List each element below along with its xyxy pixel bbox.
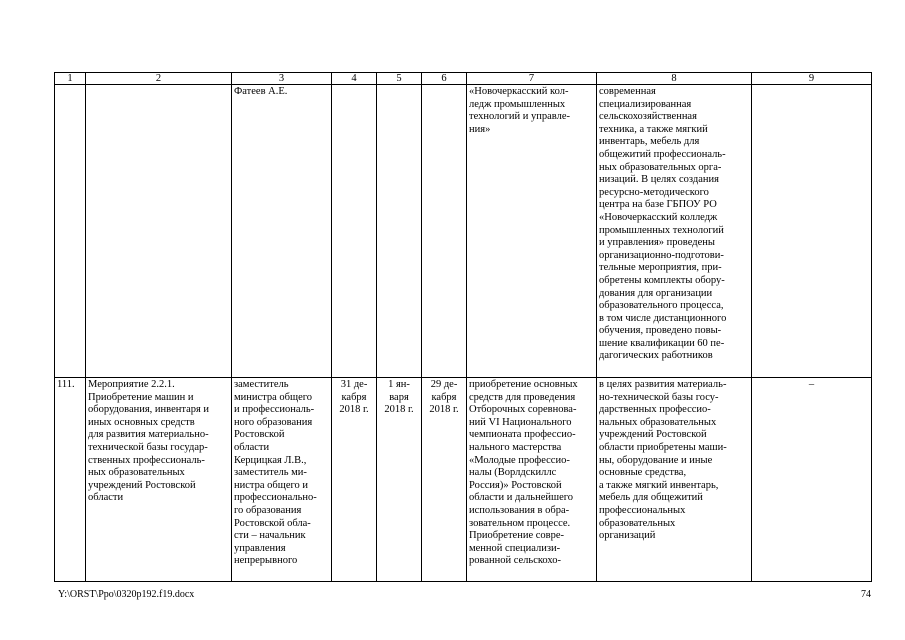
column-header: 3: [232, 73, 332, 85]
column-header: 9: [752, 73, 872, 85]
footer-file-path: Y:\ORST\Ppo\0320p192.f19.docx: [58, 589, 195, 600]
column-header: 6: [422, 73, 467, 85]
table-cell-actual-result: современная специализированная сельскохозяйственная техника, а также мягкий инвентарь, мебель для общежитий профессиональ- ных образовательных орга- низаций. В целях создания ресурсно-методического центра на базе ГБПОУ РО «Новочеркасский колледж промышленных технологий и управления» проведены организационно-подготови- тельные мероприятия, при- обретены комплекты обору- дования для организации образовательного процесса, в том числе дистанционного обучения, проведено повы- шение квалификации 60 пе- дагогических работников: [597, 85, 752, 378]
table-cell-result: приобретение основных средств для проведения Отборочных соревнова- ний VI Национального чемпионата профессио- нального мастерства «Молодые профессио- налы (Ворлдскиллс Россия)» Ростовской области и дальнейшего использования в обра- зовательном процессе. Приобретение совре- менной специализи- рованной сельскохо-: [467, 378, 597, 582]
column-header: 7: [467, 73, 597, 85]
table-cell-responsible: заместитель министра общего и профессиональ- ного образования Ростовской области Керцицкая Л.В., заместитель ми- нистра общего и профессионально- го образования Ростовской обла- сти – начальник управления непрерывного: [232, 378, 332, 582]
table-header-row: [55, 73, 872, 85]
column-header: 1: [55, 73, 86, 85]
table-cell-measure: Мероприятие 2.2.1. Приобретение машин и оборудования, инвентаря и иных основных средств для развития материально- технической базы государ- ственных профессиональ- ных образовательных учреждений Ростовской области: [86, 378, 232, 582]
table-cell-result: «Новочеркасский кол- ледж промышленных технологий и управле- ния»: [467, 85, 597, 378]
table-cell-start-date: 1 ян- варя 2018 г.: [377, 378, 422, 582]
table-cell: [55, 85, 86, 378]
table-cell: [422, 85, 467, 378]
table-cell-responsible: Фатеев А.Е.: [232, 85, 332, 378]
table-cell: [332, 85, 377, 378]
table-cell-end-date: 29 де- кабря 2018 г.: [422, 378, 467, 582]
column-header: 8: [597, 73, 752, 85]
table-cell: [752, 85, 872, 378]
table-row: [55, 378, 872, 582]
table-cell-actual-result: в целях развития материаль- но-технической базы госу- дарственных профессио- нальных образовательных учреждений Ростовской области приобретены маши- ны, оборудование и иные основные средства, а также мягкий инвентарь, мебель для общежитий профессиональных образовательных организаций: [597, 378, 752, 582]
table-row: [55, 85, 872, 378]
table-cell-planned-end-date: 31 де- кабря 2018 г.: [332, 378, 377, 582]
table-cell: [377, 85, 422, 378]
column-header: 4: [332, 73, 377, 85]
column-header: 2: [86, 73, 232, 85]
column-header: 5: [377, 73, 422, 85]
document-table: [54, 72, 872, 582]
table-cell: [86, 85, 232, 378]
table-cell-note: –: [752, 378, 872, 582]
page-number: 74: [861, 589, 871, 600]
row-number: 111.: [55, 378, 86, 582]
